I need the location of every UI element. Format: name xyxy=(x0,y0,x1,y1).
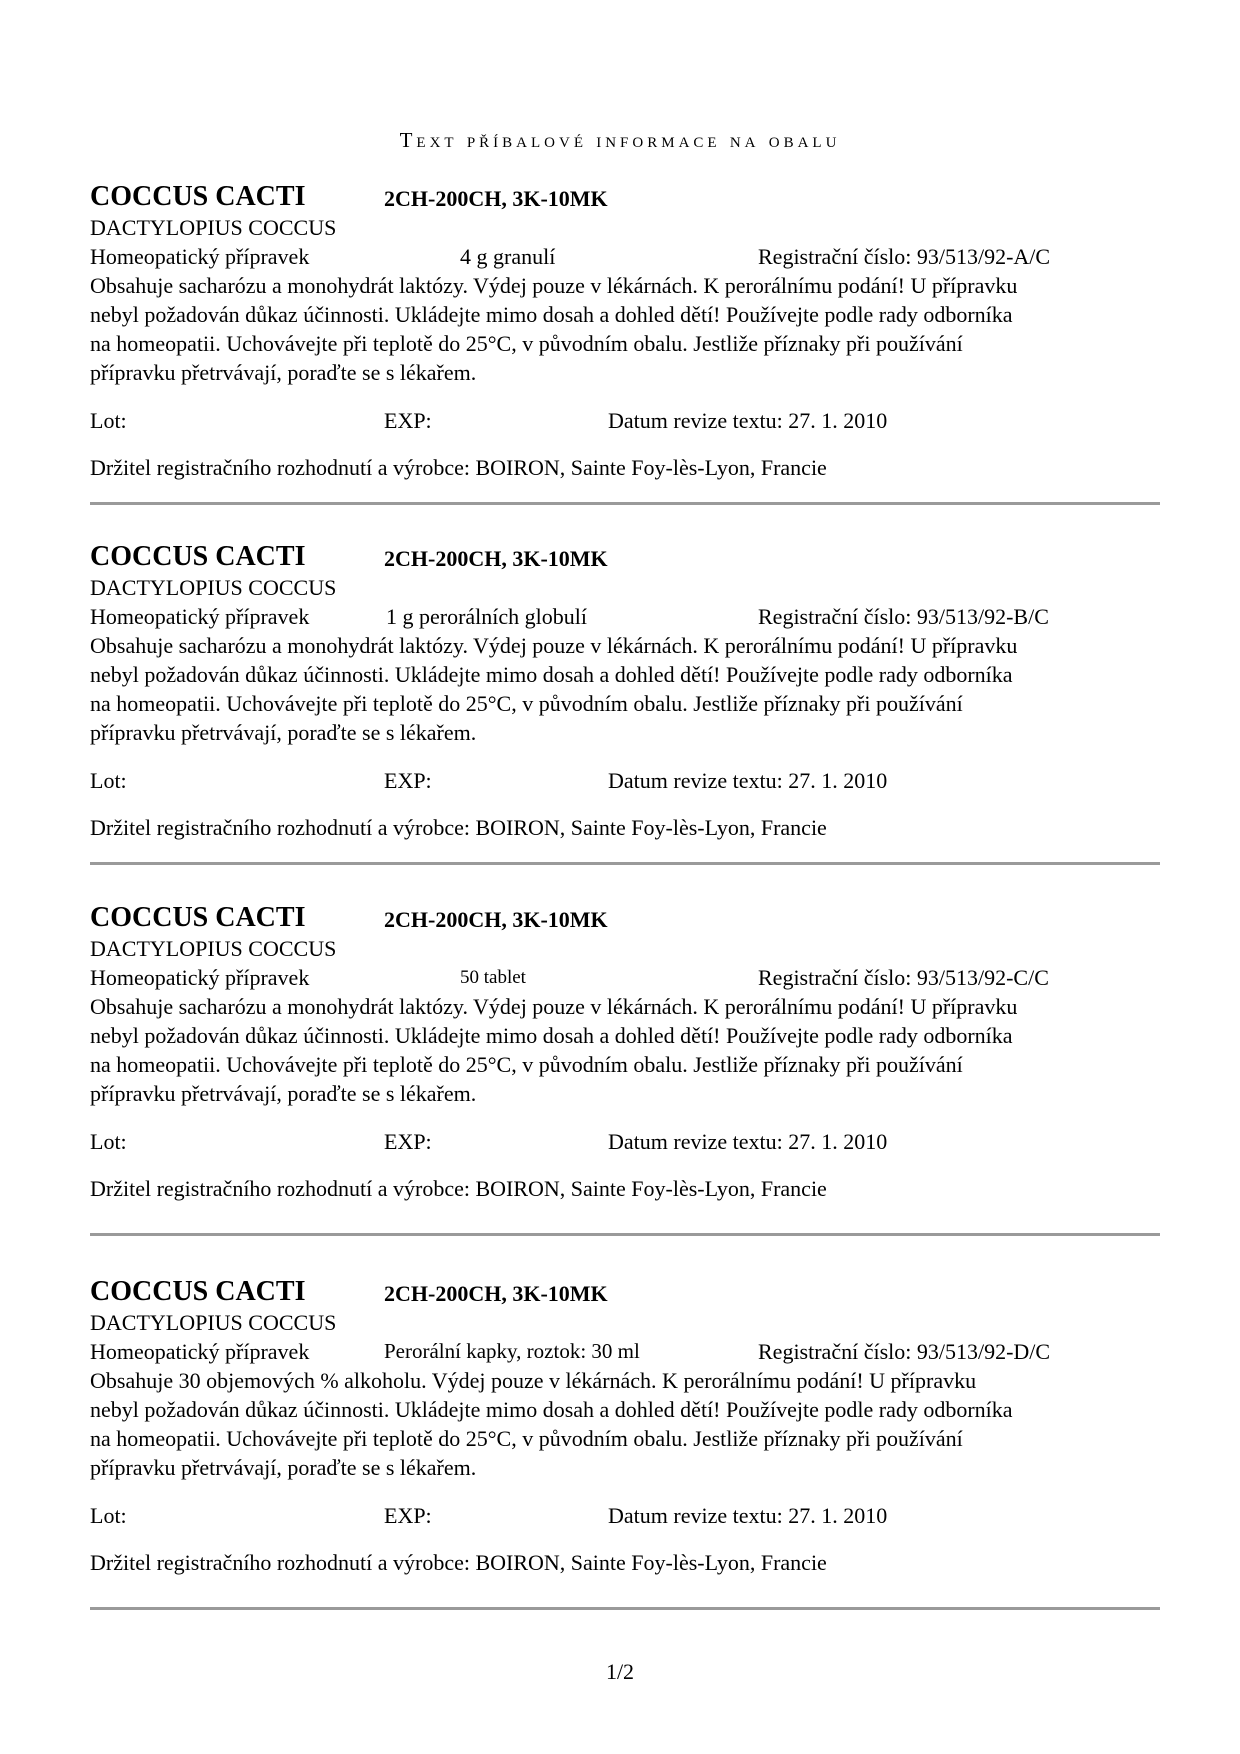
label-block-globules xyxy=(90,541,1160,842)
info-row xyxy=(90,963,1160,992)
body-text xyxy=(90,631,1160,747)
product-name: COCCUS CACTI xyxy=(90,902,306,933)
heading-row xyxy=(90,541,1160,573)
potency-range: 2CH-200CH, 3K-10MK xyxy=(384,907,608,932)
registration-number: Registrační číslo: 93/513/92-D/C xyxy=(758,1339,1051,1364)
package-amount: 4 g granulí xyxy=(460,244,556,269)
section-divider xyxy=(90,502,1160,505)
latin-name: DACTYLOPIUS COCCUS xyxy=(90,215,337,240)
body-text xyxy=(90,992,1160,1108)
body-line: Obsahuje sacharózu a monohydrát laktózy. Výdej pouze v lékárnách. K perorálnímu podání! U přípravku xyxy=(90,273,1018,298)
info-row xyxy=(90,1337,1160,1366)
body-line: na homeopatii. Uchovávejte při teplotě do 25°C, v původním obalu. Jestliže příznaky při používání xyxy=(90,1426,963,1451)
revision-date: Datum revize textu: 27. 1. 2010 xyxy=(608,768,888,793)
info-row xyxy=(90,602,1160,631)
package-amount: Perorální kapky, roztok: 30 ml xyxy=(384,1339,640,1363)
label-block-granules xyxy=(90,181,1160,482)
preparation-type: Homeopatický přípravek xyxy=(90,244,310,269)
revision-date: Datum revize textu: 27. 1. 2010 xyxy=(608,408,888,433)
page-title: Text příbalové informace na obalu xyxy=(399,128,841,152)
body-line: nebyl požadován důkaz účinnosti. Ukládejte mimo dosah a dohled dětí! Používejte podle rady odborníka xyxy=(90,302,1013,327)
product-name: COCCUS CACTI xyxy=(90,1276,306,1307)
page-number: 1/2 xyxy=(605,1659,635,1684)
body-line: Obsahuje sacharózu a monohydrát laktózy. Výdej pouze v lékárnách. K perorálnímu podání! U přípravku xyxy=(90,994,1018,1019)
body-line: Obsahuje 30 objemových % alkoholu. Výdej pouze v lékárnách. K perorálnímu podání! U přípravku xyxy=(90,1368,977,1393)
label-block-drops xyxy=(90,1276,1160,1577)
section-divider xyxy=(90,1607,1160,1610)
lot-label: Lot: xyxy=(90,768,127,793)
registration-holder: Držitel registračního rozhodnutí a výrobce: BOIRON, Sainte Foy-lès-Lyon, Francie xyxy=(90,815,827,840)
body-text xyxy=(90,1366,1160,1482)
exp-label: EXP: xyxy=(384,1503,432,1528)
preparation-type: Homeopatický přípravek xyxy=(90,604,310,629)
registration-holder: Držitel registračního rozhodnutí a výrobce: BOIRON, Sainte Foy-lès-Lyon, Francie xyxy=(90,1550,827,1575)
registration-number: Registrační číslo: 93/513/92-A/C xyxy=(758,244,1051,269)
registration-holder: Držitel registračního rozhodnutí a výrobce: BOIRON, Sainte Foy-lès-Lyon, Francie xyxy=(90,455,827,480)
meta-row xyxy=(90,406,1160,435)
heading-row xyxy=(90,181,1160,213)
lot-label: Lot: xyxy=(90,408,127,433)
exp-label: EXP: xyxy=(384,768,432,793)
potency-range: 2CH-200CH, 3K-10MK xyxy=(384,1281,608,1306)
body-line: na homeopatii. Uchovávejte při teplotě do 25°C, v původním obalu. Jestliže příznaky při používání xyxy=(90,691,963,716)
preparation-type: Homeopatický přípravek xyxy=(90,965,310,990)
preparation-type: Homeopatický přípravek xyxy=(90,1339,310,1364)
meta-row xyxy=(90,1127,1160,1156)
registration-number: Registrační číslo: 93/513/92-B/C xyxy=(758,604,1049,629)
registration-holder: Držitel registračního rozhodnutí a výrobce: BOIRON, Sainte Foy-lès-Lyon, Francie xyxy=(90,1176,827,1201)
body-line: na homeopatii. Uchovávejte při teplotě do 25°C, v původním obalu. Jestliže příznaky při používání xyxy=(90,1052,963,1077)
potency-range: 2CH-200CH, 3K-10MK xyxy=(384,546,608,571)
exp-label: EXP: xyxy=(384,1129,432,1154)
latin-name: DACTYLOPIUS COCCUS xyxy=(90,1310,337,1335)
body-line: Obsahuje sacharózu a monohydrát laktózy. Výdej pouze v lékárnách. K perorálnímu podání! U přípravku xyxy=(90,633,1018,658)
potency-range: 2CH-200CH, 3K-10MK xyxy=(384,186,608,211)
body-line: nebyl požadován důkaz účinnosti. Ukládejte mimo dosah a dohled dětí! Používejte podle rady odborníka xyxy=(90,1397,1013,1422)
section-divider xyxy=(90,1233,1160,1236)
lot-label: Lot: xyxy=(90,1503,127,1528)
info-row xyxy=(90,242,1160,271)
body-line: přípravku přetrvávají, poraďte se s lékařem. xyxy=(90,1455,477,1480)
registration-number: Registrační číslo: 93/513/92-C/C xyxy=(758,965,1049,990)
exp-label: EXP: xyxy=(384,408,432,433)
meta-row xyxy=(90,766,1160,795)
product-name: COCCUS CACTI xyxy=(90,541,306,572)
body-line: přípravku přetrvávají, poraďte se s lékařem. xyxy=(90,1081,477,1106)
body-line: přípravku přetrvávají, poraďte se s lékařem. xyxy=(90,720,477,745)
section-divider xyxy=(90,862,1160,865)
label-block-tablets xyxy=(90,902,1160,1203)
package-amount: 1 g perorálních globulí xyxy=(386,604,588,629)
heading-row xyxy=(90,902,1160,934)
latin-name: DACTYLOPIUS COCCUS xyxy=(90,936,337,961)
body-line: na homeopatii. Uchovávejte při teplotě do 25°C, v původním obalu. Jestliže příznaky při používání xyxy=(90,331,963,356)
product-name: COCCUS CACTI xyxy=(90,181,306,212)
package-amount: 50 tablet xyxy=(460,967,526,988)
revision-date: Datum revize textu: 27. 1. 2010 xyxy=(608,1503,888,1528)
meta-row xyxy=(90,1501,1160,1530)
body-line: nebyl požadován důkaz účinnosti. Ukládejte mimo dosah a dohled dětí! Používejte podle rady odborníka xyxy=(90,1023,1013,1048)
heading-row xyxy=(90,1276,1160,1308)
body-line: přípravku přetrvávají, poraďte se s lékařem. xyxy=(90,360,477,385)
lot-label: Lot: xyxy=(90,1129,127,1154)
revision-date: Datum revize textu: 27. 1. 2010 xyxy=(608,1129,888,1154)
latin-name: DACTYLOPIUS COCCUS xyxy=(90,575,337,600)
body-text xyxy=(90,271,1160,387)
body-line: nebyl požadován důkaz účinnosti. Ukládejte mimo dosah a dohled dětí! Používejte podle rady odborníka xyxy=(90,662,1013,687)
